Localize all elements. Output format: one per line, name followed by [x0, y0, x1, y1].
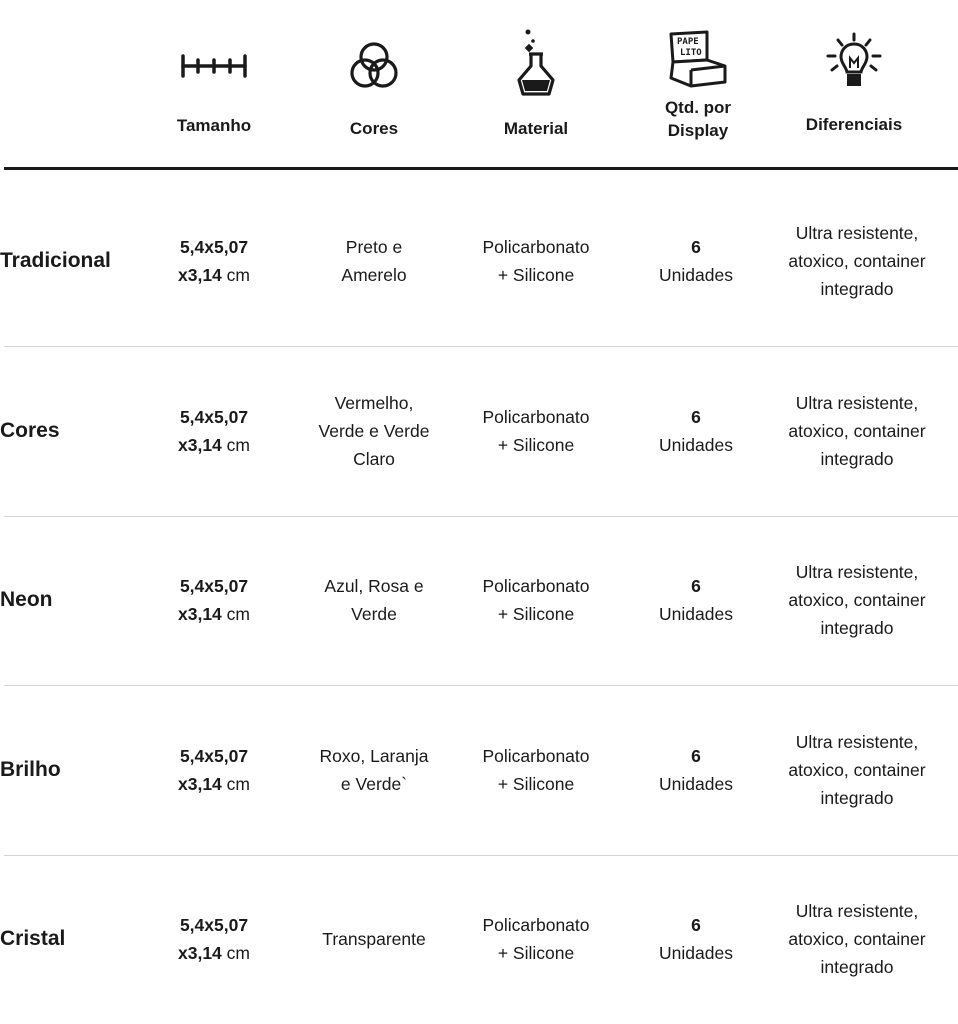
- size-line-2: x3,14: [178, 942, 222, 963]
- size-cell: [150, 685, 278, 854]
- row-name: Neon: [0, 587, 53, 611]
- material-line-1: Policarbonato: [482, 236, 590, 257]
- diff-line-2: atoxico, container: [788, 250, 926, 271]
- lightbulb-icon: [824, 32, 884, 99]
- qty-value: 6: [691, 406, 701, 427]
- diff-line-2: atoxico, container: [788, 759, 926, 780]
- qty-value: 6: [691, 575, 701, 596]
- flask-icon: [514, 28, 558, 103]
- diferenciais-cell: [772, 685, 942, 854]
- header-material-label: Material: [503, 119, 569, 138]
- diferenciais-cell: [772, 515, 942, 684]
- diferenciais-cell: [772, 854, 942, 1023]
- diff-line-3: integrado: [820, 278, 894, 299]
- size-cell: [150, 176, 278, 345]
- material-cell: [462, 854, 610, 1023]
- header-divider: [4, 167, 958, 170]
- colors-line: e Verde`: [340, 773, 408, 794]
- display-box-text-2: LITO: [680, 48, 702, 58]
- qty-unit: Unidades: [659, 264, 733, 285]
- table-header: [0, 0, 958, 170]
- row-name: Cristal: [0, 926, 66, 950]
- display-box-icon: [667, 30, 729, 93]
- diff-line-1: Ultra resistente,: [795, 222, 919, 243]
- table-row: [0, 515, 958, 684]
- diff-line-3: integrado: [820, 956, 894, 977]
- header-material: [472, 0, 600, 170]
- size-line-2: x3,14: [178, 434, 222, 455]
- material-cell: [462, 346, 610, 515]
- display-box-text-1: PAPE: [677, 37, 699, 47]
- size-line-1: 5,4x5,07: [179, 575, 249, 596]
- colors-line: Preto e: [345, 236, 403, 257]
- colors-cell: [300, 176, 448, 345]
- size-unit: cm: [221, 603, 250, 624]
- size-unit: cm: [221, 942, 250, 963]
- header-diferenciais-label: Diferenciais: [805, 115, 903, 134]
- colors-cell: [300, 685, 448, 854]
- diff-line-3: integrado: [820, 787, 894, 808]
- header-qtd: [634, 0, 762, 170]
- material-line-1: Policarbonato: [482, 745, 590, 766]
- qty-cell: [630, 854, 762, 1023]
- header-cores-label: Cores: [349, 119, 399, 138]
- size-unit: cm: [221, 773, 250, 794]
- ruler-icon: [180, 54, 248, 83]
- row-name-cell: [0, 515, 150, 684]
- diff-line-2: atoxico, container: [788, 589, 926, 610]
- diferenciais-cell: [772, 176, 942, 345]
- row-name-cell: [0, 176, 150, 345]
- table-row: [0, 854, 958, 1023]
- colors-cell: [300, 854, 448, 1023]
- row-name-cell: [0, 854, 150, 1023]
- colors-line: Roxo, Laranja: [319, 745, 429, 766]
- header-qtd-label-2: Display: [667, 121, 729, 140]
- qty-cell: [630, 685, 762, 854]
- header-diferenciais: [790, 0, 918, 170]
- size-unit: cm: [221, 434, 250, 455]
- material-line-2: + Silicone: [497, 264, 575, 285]
- colors-line: Claro: [353, 448, 395, 469]
- table-row: [0, 685, 958, 854]
- colors-cell: [300, 346, 448, 515]
- size-cell: [150, 346, 278, 515]
- size-line-1: 5,4x5,07: [179, 914, 249, 935]
- size-line-2: x3,14: [178, 603, 222, 624]
- qty-unit: Unidades: [659, 773, 733, 794]
- header-tamanho-label: Tamanho: [176, 116, 252, 135]
- header-cores: [310, 0, 438, 170]
- qty-unit: Unidades: [659, 434, 733, 455]
- size-cell: [150, 854, 278, 1023]
- size-cell: [150, 515, 278, 684]
- diff-line-1: Ultra resistente,: [795, 392, 919, 413]
- table-row: [0, 176, 958, 345]
- colors-cell: [300, 515, 448, 684]
- size-line-2: x3,14: [178, 773, 222, 794]
- size-line-1: 5,4x5,07: [179, 236, 249, 257]
- qty-cell: [630, 515, 762, 684]
- qty-unit: Unidades: [659, 942, 733, 963]
- size-line-2: x3,14: [178, 264, 222, 285]
- qty-cell: [630, 176, 762, 345]
- qty-value: 6: [691, 236, 701, 257]
- material-cell: [462, 515, 610, 684]
- qty-unit: Unidades: [659, 603, 733, 624]
- colors-line: Azul, Rosa e: [324, 575, 424, 596]
- table-row: [0, 346, 958, 515]
- diff-line-1: Ultra resistente,: [795, 900, 919, 921]
- header-tamanho: [150, 0, 278, 170]
- size-unit: cm: [221, 264, 250, 285]
- row-name: Cores: [0, 418, 60, 442]
- material-line-1: Policarbonato: [482, 575, 590, 596]
- material-cell: [462, 176, 610, 345]
- colors-line: Vermelho,: [334, 392, 414, 413]
- colors-line: Amerelo: [341, 264, 407, 285]
- material-line-2: + Silicone: [497, 434, 575, 455]
- material-line-2: + Silicone: [497, 603, 575, 624]
- row-name-cell: [0, 346, 150, 515]
- size-line-1: 5,4x5,07: [179, 406, 249, 427]
- colors-line: Verde e Verde: [318, 420, 430, 441]
- diff-line-3: integrado: [820, 448, 894, 469]
- material-line-2: + Silicone: [497, 773, 575, 794]
- header-qtd-label-1: Qtd. por: [664, 98, 732, 117]
- diff-line-1: Ultra resistente,: [795, 561, 919, 582]
- diff-line-2: atoxico, container: [788, 928, 926, 949]
- material-line-1: Policarbonato: [482, 914, 590, 935]
- material-cell: [462, 685, 610, 854]
- qty-value: 6: [691, 914, 701, 935]
- diff-line-3: integrado: [820, 617, 894, 638]
- qty-cell: [630, 346, 762, 515]
- diff-line-2: atoxico, container: [788, 420, 926, 441]
- row-name: Tradicional: [0, 248, 111, 272]
- material-line-2: + Silicone: [497, 942, 575, 963]
- material-line-1: Policarbonato: [482, 406, 590, 427]
- size-line-1: 5,4x5,07: [179, 745, 249, 766]
- colors-line: Transparente: [322, 928, 426, 949]
- row-name: Brilho: [0, 757, 61, 781]
- diferenciais-cell: [772, 346, 942, 515]
- row-name-cell: [0, 685, 150, 854]
- diff-line-1: Ultra resistente,: [795, 731, 919, 752]
- color-circles-icon: [348, 40, 400, 97]
- qty-value: 6: [691, 745, 701, 766]
- colors-line: Verde: [351, 603, 397, 624]
